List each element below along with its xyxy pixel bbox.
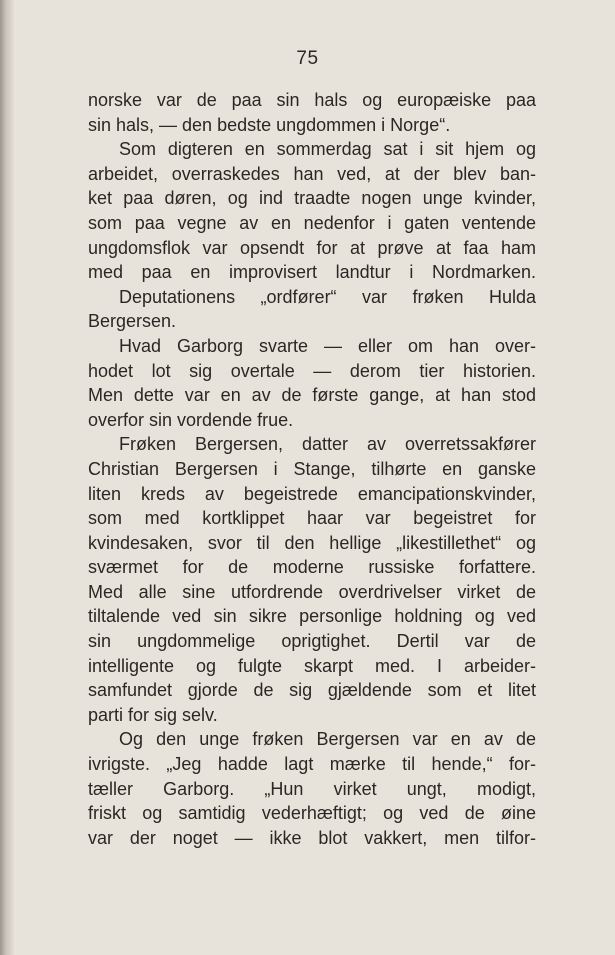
text-line: Hvad Garborg svarte — eller om han over-	[119, 335, 536, 356]
body-text	[88, 88, 536, 850]
text-line: Og den unge frøken Bergersen var en av de	[119, 729, 536, 750]
text-line: parti for sig selv.	[88, 704, 218, 725]
text-line: Bergersen.	[88, 311, 177, 332]
text-line: Som digteren en sommerdag sat i sit hjem og	[119, 139, 536, 160]
text-line: med paa en improvisert landtur i Nordmarken.	[88, 262, 536, 283]
text-line: som med kortklippet haar var begeistret for	[88, 508, 536, 529]
text-line: hodet lot sig overtale — derom tier historien.	[88, 360, 536, 381]
text-line: arbeidet, overraskedes han ved, at der blev ban-	[88, 163, 536, 184]
text-line: Deputationens „ordfører“ var frøken Hulda	[119, 286, 536, 307]
text-line: Frøken Bergersen, datter av overretssakfører	[119, 434, 536, 455]
text-line: norske var de paa sin hals og europæiske paa	[88, 90, 536, 110]
text-line: ket paa døren, og ind traadte nogen unge kvinder,	[88, 188, 536, 209]
text-line: friskt og samtidig vederhæftigt; og ved de øine	[88, 803, 536, 824]
text-line: Men dette var en av de første gange, at han stod	[88, 385, 536, 406]
text-line: kvindesaken, svor til den hellige „likestillethet“ og	[88, 532, 536, 553]
text-line: sin hals, — den bedste ungdommen i Norge“.	[88, 114, 451, 135]
page-gutter-shadow	[0, 0, 14, 955]
text-line: ungdomsflok var opsendt for at prøve at faa ham	[88, 237, 536, 258]
text-line: liten kreds av begeistrede emancipationskvinder,	[88, 483, 536, 504]
text-line: var der noget — ikke blot vakkert, men tilfor-	[88, 827, 536, 848]
text-line: samfundet gjorde de sig gjældende som et litet	[88, 680, 536, 701]
text-line: Med alle sine utfordrende overdrivelser virket de	[88, 581, 536, 602]
text-line: ivrigste. „Jeg hadde lagt mærke til hende,“ for-	[88, 754, 536, 775]
text-line: intelligente og fulgte skarpt med. I arbeider-	[88, 655, 536, 676]
text-line: Christian Bergersen i Stange, tilhørte en ganske	[88, 458, 536, 479]
text-line: overfor sin vordende frue.	[88, 409, 294, 430]
text-line: sværmet for de moderne russiske forfattere.	[88, 557, 536, 578]
text-line: tiltalende ved sin sikre personlige holdning og ved	[88, 606, 536, 627]
text-line: som paa vegne av en nedenfor i gaten ventende	[88, 212, 536, 233]
text-line: sin ungdommelige oprigtighet. Dertil var de	[88, 631, 536, 652]
page-number: 75	[296, 48, 319, 69]
text-line: tæller Garborg. „Hun virket ungt, modigt,	[88, 778, 536, 799]
